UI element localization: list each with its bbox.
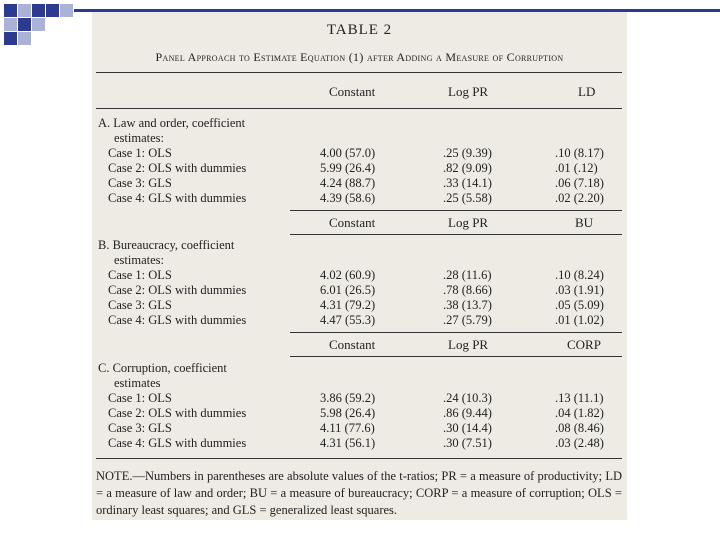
table-cell: 4.24 (88.7) (320, 176, 376, 190)
col-header-logpr: Log PR (448, 337, 489, 352)
deco-square-6 (32, 18, 45, 31)
section-b-rule-bottom (290, 234, 622, 235)
table-row-label: Case 1: OLS (108, 268, 172, 282)
table-cell: 4.47 (55.3) (320, 313, 376, 327)
table-subtitle: Panel Approach to Estimate Equation (1) after Adding a Measure of Corruption (155, 50, 564, 64)
col-header-bu: BU (575, 215, 594, 230)
section-c-subtitle: estimates (114, 376, 161, 390)
table-cell: .33 (14.1) (443, 176, 492, 190)
table-row-label: Case 3: GLS (108, 176, 172, 190)
deco-square-7 (4, 32, 17, 45)
table-cell: .01 (.12) (555, 161, 598, 175)
table-cell: 3.86 (59.2) (320, 391, 376, 405)
deco-square-10 (18, 32, 31, 45)
deco-square-9 (60, 4, 73, 17)
table-row-label: Case 4: GLS with dummies (108, 313, 247, 327)
table-row-label: Case 1: OLS (108, 391, 172, 405)
deco-square-5 (18, 18, 31, 31)
table-cell: 4.02 (60.9) (320, 268, 376, 282)
table-row-label: Case 2: OLS with dummies (108, 283, 247, 297)
table-cell: .30 (7.51) (443, 436, 492, 450)
section-c-rule-top (290, 332, 622, 333)
table-cell: 6.01 (26.5) (320, 283, 376, 297)
table-cell: .78 (8.66) (443, 283, 492, 297)
table-note: NOTE.—Numbers in parentheses are absolute values of the t-ratios; PR = a measure of productivity; LD = a measure of law and order; BU = a measure of bureaucracy; CORP = a measure of corruption; OLS = ordinary least squares; and GLS = generalized least squares. (96, 469, 622, 517)
col-header-logpr: Log PR (448, 215, 489, 230)
col-header-constant: Constant (329, 337, 376, 352)
table-cell: 4.00 (57.0) (320, 146, 376, 160)
table-cell: 4.31 (79.2) (320, 298, 376, 312)
table-cell: .13 (11.1) (555, 391, 604, 405)
table-cell: .10 (8.24) (555, 268, 604, 282)
table-cell: .30 (14.4) (443, 421, 492, 435)
table-cell: 5.99 (26.4) (320, 161, 376, 175)
table-row-label: Case 4: GLS with dummies (108, 191, 247, 205)
col-header-corp: CORP (567, 337, 601, 352)
table-cell: .05 (5.09) (555, 298, 604, 312)
table-row-label: Case 3: GLS (108, 421, 172, 435)
table-cell: .08 (8.46) (555, 421, 604, 435)
deco-square-1 (4, 4, 17, 17)
table-row-label: Case 4: GLS with dummies (108, 436, 247, 450)
table-cell: .04 (1.82) (555, 406, 604, 420)
table-cell: .02 (2.20) (555, 191, 604, 205)
section-b-subtitle: estimates: (114, 253, 164, 267)
table-cell: .82 (9.09) (443, 161, 492, 175)
table-cell: 4.31 (56.1) (320, 436, 376, 450)
table-cell: 4.11 (77.6) (320, 421, 375, 435)
table-cell: .03 (2.48) (555, 436, 604, 450)
top-rule (96, 72, 622, 73)
deco-square-2 (18, 4, 31, 17)
scanned-table (92, 12, 627, 520)
table-title: TABLE 2 (326, 22, 393, 38)
table-cell: .27 (5.79) (443, 313, 492, 327)
table-row-label: Case 1: OLS (108, 146, 172, 160)
table-cell: .06 (7.18) (555, 176, 604, 190)
table-row-label: Case 2: OLS with dummies (108, 161, 247, 175)
table-cell: .38 (13.7) (443, 298, 492, 312)
table-cell: .01 (1.02) (555, 313, 604, 327)
table-cell: .03 (1.91) (555, 283, 604, 297)
table-cell: .10 (8.17) (555, 146, 604, 160)
header-rule (96, 108, 622, 109)
col-header-logpr: Log PR (448, 84, 489, 99)
table-cell: .24 (10.3) (443, 391, 492, 405)
col-header-ld: LD (578, 84, 596, 99)
table-cell: 4.39 (58.6) (320, 191, 376, 205)
section-a-title: A. Law and order, coefficient (98, 116, 246, 130)
table-cell: .25 (5.58) (443, 191, 492, 205)
col-header-constant: Constant (329, 84, 376, 99)
table-cell: .25 (9.39) (443, 146, 492, 160)
section-c-rule-bottom (290, 356, 622, 357)
table-cell: .28 (11.6) (443, 268, 492, 282)
col-header-constant: Constant (329, 215, 376, 230)
table-cell: 5.98 (26.4) (320, 406, 376, 420)
section-c-title: C. Corruption, coefficient (98, 361, 227, 375)
deco-square-8 (46, 4, 59, 17)
deco-square-3 (32, 4, 45, 17)
section-a-subtitle: estimates: (114, 131, 164, 145)
table-row-label: Case 3: GLS (108, 298, 172, 312)
deco-square-4 (4, 18, 17, 31)
section-b-title: B. Bureaucracy, coefficient (98, 238, 235, 252)
table-cell: .86 (9.44) (443, 406, 492, 420)
bottom-rule (96, 458, 622, 459)
table-row-label: Case 2: OLS with dummies (108, 406, 247, 420)
section-b-rule-top (290, 210, 622, 211)
